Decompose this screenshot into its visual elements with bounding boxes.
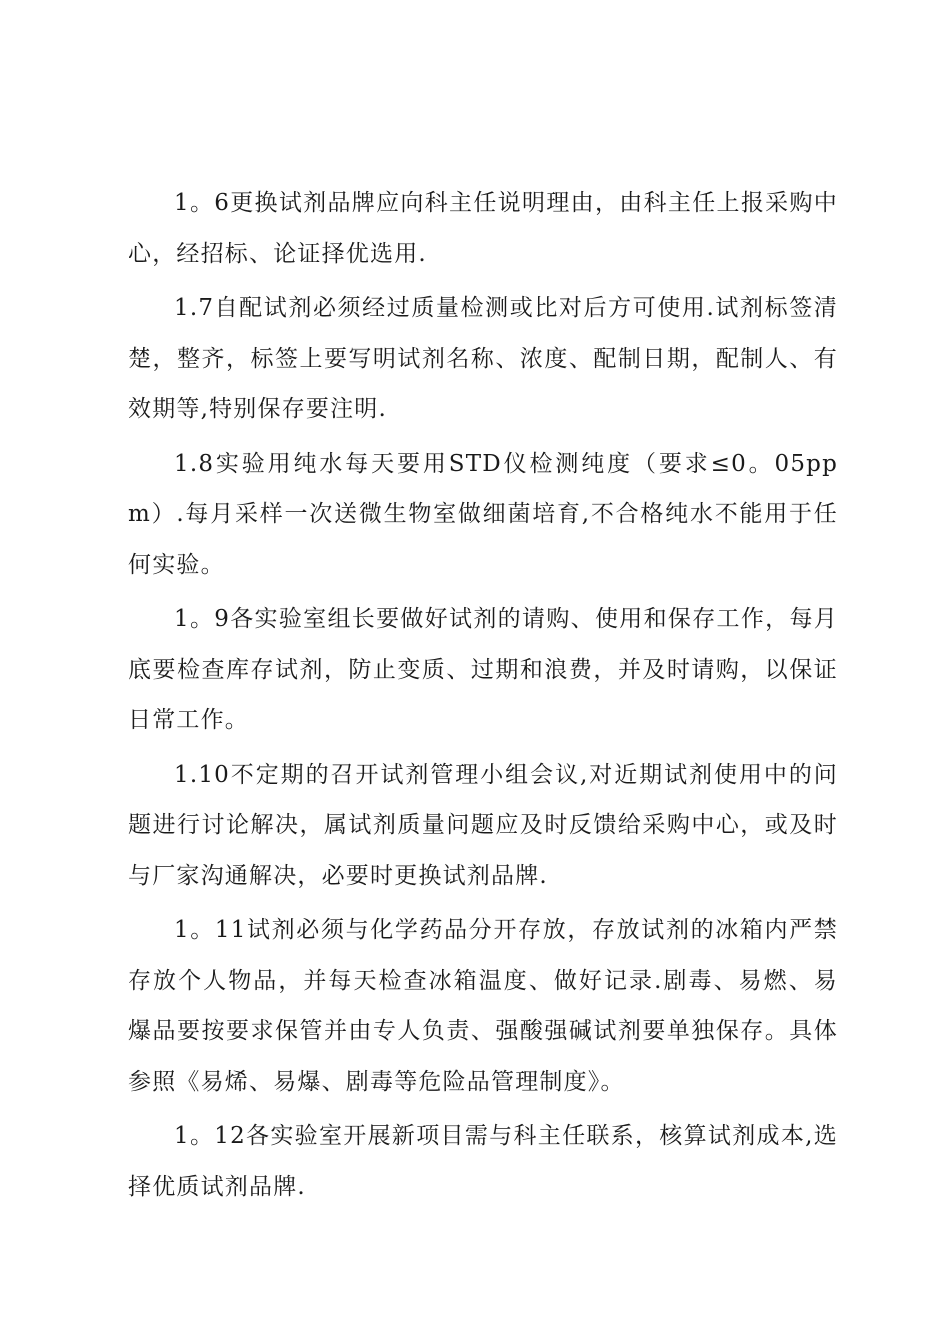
paragraph-1-10: 1.10不定期的召开试剂管理小组会议,对近期试剂使用中的问题进行讨论解决，属试剂质量问题应及时反馈给采购中心，或及时与厂家沟通解决，必要时更换试剂品牌. — [128, 761, 838, 889]
paragraph-1-6: 1。6更换试剂品牌应向科主任说明理由，由科主任上报采购中心，经招标、论证择优选用. — [128, 190, 838, 267]
paragraph-1-12: 1。12各实验室开展新项目需与科主任联系，核算试剂成本,选择优质试剂品牌. — [128, 1123, 838, 1200]
paragraph-1-11: 1。11试剂必须与化学药品分开存放，存放试剂的冰箱内严禁存放个人物品，并每天检查冰箱温度、做好记录.剧毒、易燃、易爆品要按要求保管并由专人负责、强酸强碱试剂要单独保存。具体参照《易烯、易爆、剧毒等危险品管理制度》。 — [128, 917, 838, 1095]
paragraph-1-7: 1.7自配试剂必须经过质量检测或比对后方可使用.试剂标签清楚，整齐，标签上要写明试剂名称、浓度、配制日期，配制人、有效期等,特别保存要注明. — [128, 295, 838, 422]
paragraph-1-9: 1。9各实验室组长要做好试剂的请购、使用和保存工作，每月底要检查库存试剂，防止变质、过期和浪费，并及时请购，以保证日常工作。 — [128, 606, 838, 733]
document-body — [128, 178, 838, 1216]
paragraph-1-8: 1.8实验用纯水每天要用STD仪检测纯度（要求≤0。05ppm）.每月采样一次送微生物室做细菌培育,不合格纯水不能用于任何实验。 — [128, 450, 838, 578]
